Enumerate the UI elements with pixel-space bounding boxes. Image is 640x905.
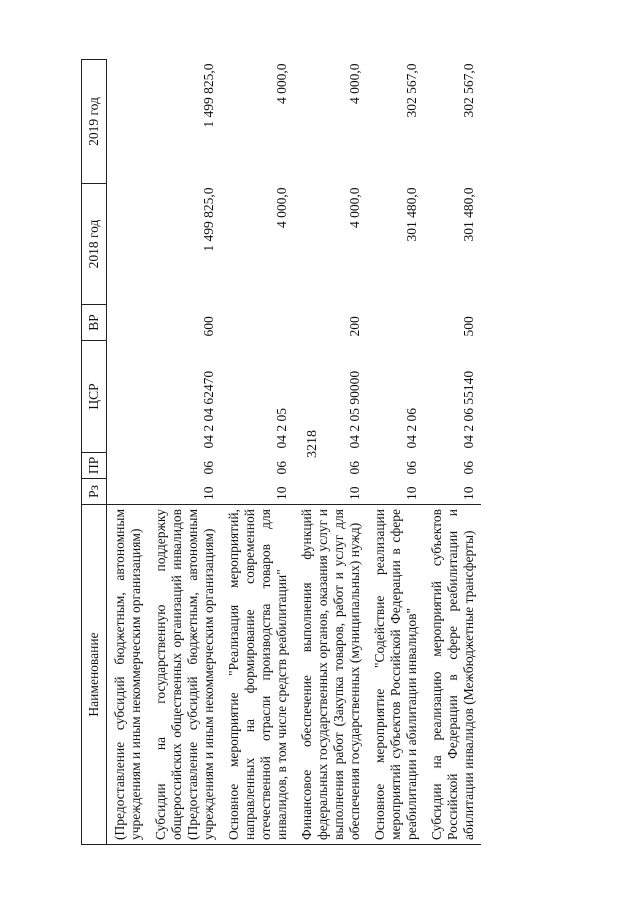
row-rz: 10 xyxy=(200,486,216,500)
row-pr: 06 xyxy=(460,460,476,474)
row-csr: 04 2 06 xyxy=(403,407,419,448)
table-row xyxy=(424,59,481,844)
row-2019: 302 567,0 xyxy=(403,63,419,117)
row-2019: 4 000,0 xyxy=(346,63,362,104)
row-csr: 04 2 05 90000 xyxy=(346,370,362,448)
row-name: Основное мероприятие "Реализация мероприятий, направленных на формирование современной отечественной отрасли производства товаров для инвалидов, в том числе средств реабилитации" xyxy=(221,504,294,844)
header-name: Наименование xyxy=(81,504,106,844)
row-2019 xyxy=(106,59,148,183)
row-vr xyxy=(367,304,424,340)
row-2018: 301 480,0 xyxy=(403,187,419,241)
row-vr: 600 xyxy=(200,315,216,336)
row-2018: 4 000,0 xyxy=(346,187,362,228)
row-pr: 06 xyxy=(200,460,216,474)
row-csr: 04 2 06 55140 xyxy=(460,370,476,448)
row-rz: 10 xyxy=(346,486,362,500)
table-row xyxy=(294,59,367,844)
header-pr: ПР xyxy=(81,452,106,478)
row-csr xyxy=(106,340,148,452)
row-name: Основное мероприятие "Содействие реализации мероприятий субъектов Российской Федерации в сфере реабилитации и абилитации инвалидов" xyxy=(367,504,424,844)
row-2018: 4 000,0 xyxy=(273,187,289,228)
row-vr xyxy=(106,304,148,340)
row-name: Финансовое обеспечение выполнения функций федеральных государственных органов, оказания услуг и выполнения работ (Закупка товаров, работ и услуг для обеспечения государственных (муниципальных) нужд) xyxy=(294,504,367,844)
header-vr: ВР xyxy=(81,304,106,340)
header-2018: 2018 год xyxy=(81,183,106,304)
row-name: Субсидии на реализацию мероприятий субъектов Российской Федерации в сфере реабилитации и абилитации инвалидов (Межбюджетные трансферты) xyxy=(424,504,481,844)
header-csr: ЦСР xyxy=(81,340,106,452)
row-2018: 301 480,0 xyxy=(460,187,476,241)
row-2019: 302 567,0 xyxy=(460,63,476,117)
row-pr: 06 xyxy=(273,460,289,474)
row-vr: 500 xyxy=(460,315,476,336)
header-rz: Рз xyxy=(81,478,106,504)
page-number: 3218 xyxy=(305,430,320,458)
table-row xyxy=(148,59,221,844)
table-row xyxy=(221,59,294,844)
row-csr: 04 2 05 xyxy=(273,407,289,448)
row-2018: 1 499 825,0 xyxy=(200,187,216,252)
row-name: Субсидии на государственную поддержку общероссийских общественных организаций инвалидов (Предоставление субсидий бюджетным, автономным учреждениям и иным некоммерческим организациям) xyxy=(148,504,221,844)
table-row xyxy=(367,59,424,844)
row-2018 xyxy=(106,183,148,304)
row-rz: 10 xyxy=(403,486,419,500)
row-rz xyxy=(106,478,148,504)
table-header-row xyxy=(81,59,106,844)
row-2019: 4 000,0 xyxy=(273,63,289,104)
rotated-page xyxy=(81,60,586,845)
table-row xyxy=(106,59,148,844)
row-rz: 10 xyxy=(273,486,289,500)
row-2019: 1 499 825,0 xyxy=(200,63,216,128)
row-csr: 04 2 04 62470 xyxy=(200,370,216,448)
row-pr: 06 xyxy=(346,460,362,474)
row-pr: 06 xyxy=(403,460,419,474)
row-rz: 10 xyxy=(460,486,476,500)
budget-table xyxy=(81,59,481,845)
header-2019: 2019 год xyxy=(81,59,106,183)
row-vr xyxy=(221,304,294,340)
row-pr xyxy=(106,452,148,478)
row-name: (Предоставление субсидий бюджетным, автономным учреждениям и иным некоммерческим организациям) xyxy=(106,504,148,844)
row-vr: 200 xyxy=(346,315,362,336)
